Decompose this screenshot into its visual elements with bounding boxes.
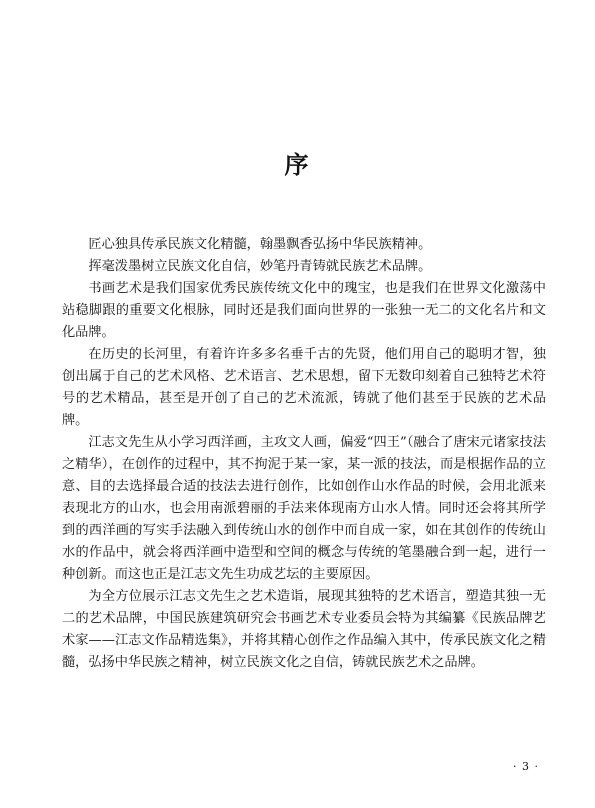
paragraph-5: 江志文先生从小学习西洋画，主攻文人画，偏爱“四王”（融合了唐宋元诸家技法之精华），在创作的过程中，其不拘泥于某一家，某一派的技法，而是根据作品的立意、目的去选择最合适的技法去进行创作，比如创作山水作品的时候，会用北派来表现北方的山水，也会用南派碧丽的手法来体现南方山水人情。同时还会将其所学到的西洋画的写实手法融入到传统山水的创作中而自成一家，如在其创作的传统山水的作品中，就会将西洋画中造型和空间的概念与传统的笔墨融合到一起，进行一种创新。而这也正是江志文先生功成艺坛的主要原因。	[62, 435, 546, 582]
page-number: · 3 ·	[513, 760, 539, 773]
paragraph-3: 书画艺术是我们国家优秀民族传统文化中的瑰宝，也是我们在世界文化激荡中站稳脚跟的重要文化根脉，同时还是我们面向世界的一张独一无二的文化名片和文化品牌。	[62, 281, 546, 340]
page-title: 序	[284, 150, 311, 179]
paragraph-1: 匠心独具传承民族文化精髓，翰墨飘香弘扬中华民族精神。	[88, 237, 432, 252]
paragraph-4: 在历史的长河里，有着许许多多名垂千古的先贤，他们用自己的聪明才智，独创出属于自己的艺术风格、艺术语言、艺术思想，留下无数印刻着自己独特艺术符号的艺术精品，甚至是开创了自己的艺术流派，铸就了他们甚至于民族的艺术品牌。	[62, 347, 546, 428]
preface-body	[62, 234, 546, 674]
paragraph-2: 挥毫泼墨树立民族文化自信，妙笔丹青铸就民族艺术品牌。	[88, 259, 432, 274]
paragraph-6: 为全方位展示江志文先生之艺术造诣，展现其独特的艺术语言，塑造其独一无二的艺术品牌，中国民族建筑研究会书画艺术专业委员会特为其编纂《民族品牌艺术家——江志文作品精选集》，并将其精心创作之作品编入其中，传承民族文化之精髓，弘扬中华民族之精神，树立民族文化之自信，铸就民族艺术之品牌。	[62, 589, 546, 670]
